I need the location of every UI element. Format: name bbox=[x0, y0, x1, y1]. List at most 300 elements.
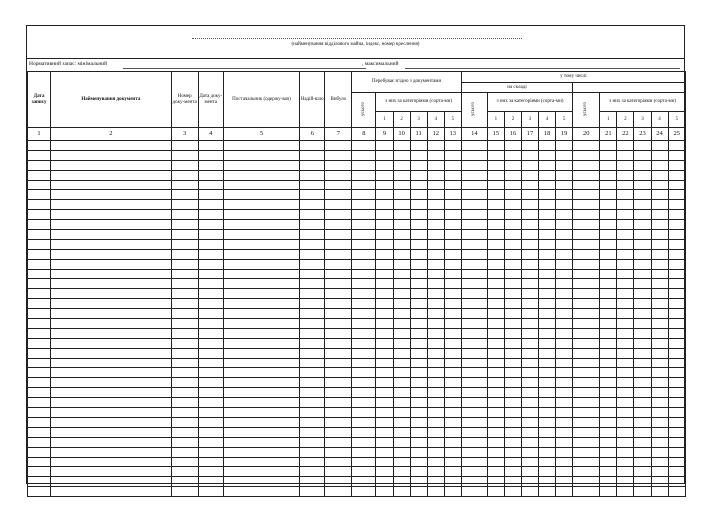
table-cell[interactable] bbox=[325, 269, 352, 279]
table-cell[interactable] bbox=[51, 338, 172, 348]
table-cell[interactable] bbox=[410, 447, 427, 457]
table-cell[interactable] bbox=[651, 259, 668, 269]
table-cell[interactable] bbox=[573, 141, 600, 151]
table-cell[interactable] bbox=[51, 408, 172, 418]
table-cell[interactable] bbox=[573, 220, 600, 230]
table-cell[interactable] bbox=[539, 358, 556, 368]
table-cell[interactable] bbox=[600, 338, 617, 348]
table-cell[interactable] bbox=[28, 230, 51, 240]
table-cell[interactable] bbox=[668, 269, 685, 279]
table-cell[interactable] bbox=[556, 269, 573, 279]
table-cell[interactable] bbox=[393, 230, 410, 240]
table-cell[interactable] bbox=[487, 447, 504, 457]
table-cell[interactable] bbox=[556, 180, 573, 190]
table-cell[interactable] bbox=[376, 269, 393, 279]
table-cell[interactable] bbox=[600, 417, 617, 427]
table-cell[interactable] bbox=[634, 427, 651, 437]
table-cell[interactable] bbox=[223, 378, 299, 388]
table-cell[interactable] bbox=[539, 348, 556, 358]
table-cell[interactable] bbox=[539, 150, 556, 160]
table-cell[interactable] bbox=[51, 141, 172, 151]
table-cell[interactable] bbox=[171, 299, 198, 309]
table-cell[interactable] bbox=[198, 328, 223, 338]
table-cell[interactable] bbox=[223, 141, 299, 151]
table-cell[interactable] bbox=[51, 388, 172, 398]
table-cell[interactable] bbox=[461, 338, 487, 348]
table-cell[interactable] bbox=[223, 319, 299, 329]
table-cell[interactable] bbox=[300, 170, 325, 180]
table-cell[interactable] bbox=[28, 487, 51, 497]
table-cell[interactable] bbox=[51, 210, 172, 220]
table-cell[interactable] bbox=[522, 487, 539, 497]
table-cell[interactable] bbox=[504, 447, 521, 457]
table-cell[interactable] bbox=[668, 249, 685, 259]
table-cell[interactable] bbox=[634, 249, 651, 259]
table-cell[interactable] bbox=[600, 299, 617, 309]
table-cell[interactable] bbox=[393, 170, 410, 180]
table-cell[interactable] bbox=[376, 170, 393, 180]
table-cell[interactable] bbox=[300, 348, 325, 358]
table-cell[interactable] bbox=[51, 398, 172, 408]
table-cell[interactable] bbox=[51, 358, 172, 368]
table-cell[interactable] bbox=[376, 388, 393, 398]
table-cell[interactable] bbox=[487, 378, 504, 388]
table-cell[interactable] bbox=[617, 170, 634, 180]
table-cell[interactable] bbox=[198, 210, 223, 220]
table-cell[interactable] bbox=[376, 417, 393, 427]
table-cell[interactable] bbox=[223, 358, 299, 368]
table-cell[interactable] bbox=[352, 299, 376, 309]
table-cell[interactable] bbox=[651, 487, 668, 497]
table-cell[interactable] bbox=[617, 417, 634, 427]
table-cell[interactable] bbox=[504, 309, 521, 319]
table-cell[interactable] bbox=[376, 289, 393, 299]
table-cell[interactable] bbox=[634, 220, 651, 230]
table-cell[interactable] bbox=[539, 190, 556, 200]
table-cell[interactable] bbox=[300, 319, 325, 329]
table-cell[interactable] bbox=[198, 180, 223, 190]
table-cell[interactable] bbox=[444, 319, 461, 329]
table-cell[interactable] bbox=[393, 309, 410, 319]
table-cell[interactable] bbox=[300, 457, 325, 467]
table-cell[interactable] bbox=[325, 170, 352, 180]
table-cell[interactable] bbox=[223, 170, 299, 180]
table-cell[interactable] bbox=[522, 427, 539, 437]
table-cell[interactable] bbox=[325, 437, 352, 447]
table-cell[interactable] bbox=[556, 150, 573, 160]
table-cell[interactable] bbox=[427, 309, 444, 319]
table-cell[interactable] bbox=[556, 220, 573, 230]
table-cell[interactable] bbox=[634, 477, 651, 487]
table-cell[interactable] bbox=[444, 309, 461, 319]
table-cell[interactable] bbox=[668, 487, 685, 497]
table-cell[interactable] bbox=[461, 299, 487, 309]
table-cell[interactable] bbox=[573, 269, 600, 279]
table-cell[interactable] bbox=[51, 180, 172, 190]
table-cell[interactable] bbox=[171, 180, 198, 190]
table-cell[interactable] bbox=[352, 200, 376, 210]
table-cell[interactable] bbox=[223, 368, 299, 378]
table-cell[interactable] bbox=[427, 477, 444, 487]
table-cell[interactable] bbox=[352, 289, 376, 299]
table-cell[interactable] bbox=[393, 190, 410, 200]
table-cell[interactable] bbox=[634, 358, 651, 368]
table-cell[interactable] bbox=[556, 328, 573, 338]
table-cell[interactable] bbox=[668, 447, 685, 457]
table-cell[interactable] bbox=[444, 210, 461, 220]
table-cell[interactable] bbox=[539, 180, 556, 190]
table-cell[interactable] bbox=[171, 447, 198, 457]
table-cell[interactable] bbox=[171, 259, 198, 269]
table-cell[interactable] bbox=[539, 447, 556, 457]
table-cell[interactable] bbox=[51, 368, 172, 378]
table-cell[interactable] bbox=[51, 249, 172, 259]
table-cell[interactable] bbox=[171, 467, 198, 477]
table-cell[interactable] bbox=[352, 220, 376, 230]
table-cell[interactable] bbox=[376, 150, 393, 160]
table-cell[interactable] bbox=[171, 220, 198, 230]
table-cell[interactable] bbox=[461, 150, 487, 160]
table-cell[interactable] bbox=[300, 309, 325, 319]
table-cell[interactable] bbox=[300, 249, 325, 259]
table-cell[interactable] bbox=[352, 477, 376, 487]
table-cell[interactable] bbox=[487, 150, 504, 160]
table-cell[interactable] bbox=[352, 437, 376, 447]
table-cell[interactable] bbox=[573, 378, 600, 388]
table-cell[interactable] bbox=[461, 368, 487, 378]
table-cell[interactable] bbox=[556, 427, 573, 437]
table-cell[interactable] bbox=[410, 279, 427, 289]
table-cell[interactable] bbox=[461, 309, 487, 319]
table-cell[interactable] bbox=[504, 220, 521, 230]
table-cell[interactable] bbox=[651, 358, 668, 368]
table-cell[interactable] bbox=[393, 487, 410, 497]
table-cell[interactable] bbox=[556, 417, 573, 427]
table-cell[interactable] bbox=[617, 269, 634, 279]
table-cell[interactable] bbox=[223, 408, 299, 418]
table-cell[interactable] bbox=[300, 358, 325, 368]
table-cell[interactable] bbox=[171, 338, 198, 348]
table-cell[interactable] bbox=[171, 348, 198, 358]
table-cell[interactable] bbox=[668, 368, 685, 378]
table-cell[interactable] bbox=[522, 141, 539, 151]
table-cell[interactable] bbox=[325, 417, 352, 427]
table-cell[interactable] bbox=[51, 417, 172, 427]
table-cell[interactable] bbox=[600, 249, 617, 259]
table-cell[interactable] bbox=[223, 487, 299, 497]
table-cell[interactable] bbox=[28, 368, 51, 378]
table-cell[interactable] bbox=[444, 239, 461, 249]
table-cell[interactable] bbox=[393, 249, 410, 259]
table-cell[interactable] bbox=[198, 220, 223, 230]
table-cell[interactable] bbox=[427, 368, 444, 378]
table-cell[interactable] bbox=[444, 279, 461, 289]
table-cell[interactable] bbox=[444, 160, 461, 170]
table-cell[interactable] bbox=[634, 190, 651, 200]
table-cell[interactable] bbox=[352, 427, 376, 437]
table-cell[interactable] bbox=[651, 249, 668, 259]
table-cell[interactable] bbox=[51, 239, 172, 249]
table-cell[interactable] bbox=[556, 358, 573, 368]
table-cell[interactable] bbox=[651, 417, 668, 427]
table-cell[interactable] bbox=[223, 467, 299, 477]
table-cell[interactable] bbox=[634, 180, 651, 190]
table-cell[interactable] bbox=[539, 230, 556, 240]
table-cell[interactable] bbox=[651, 180, 668, 190]
table-cell[interactable] bbox=[487, 239, 504, 249]
table-cell[interactable] bbox=[539, 210, 556, 220]
table-cell[interactable] bbox=[300, 417, 325, 427]
table-cell[interactable] bbox=[352, 388, 376, 398]
table-cell[interactable] bbox=[28, 249, 51, 259]
table-cell[interactable] bbox=[617, 467, 634, 477]
table-cell[interactable] bbox=[522, 190, 539, 200]
table-cell[interactable] bbox=[28, 160, 51, 170]
table-cell[interactable] bbox=[600, 239, 617, 249]
table-cell[interactable] bbox=[51, 160, 172, 170]
table-cell[interactable] bbox=[539, 427, 556, 437]
table-cell[interactable] bbox=[325, 368, 352, 378]
table-cell[interactable] bbox=[300, 210, 325, 220]
table-cell[interactable] bbox=[556, 279, 573, 289]
table-cell[interactable] bbox=[522, 368, 539, 378]
table-cell[interactable] bbox=[171, 200, 198, 210]
table-cell[interactable] bbox=[522, 279, 539, 289]
table-cell[interactable] bbox=[651, 299, 668, 309]
table-cell[interactable] bbox=[487, 259, 504, 269]
table-cell[interactable] bbox=[522, 467, 539, 477]
table-cell[interactable] bbox=[444, 487, 461, 497]
table-cell[interactable] bbox=[522, 150, 539, 160]
table-cell[interactable] bbox=[461, 190, 487, 200]
table-cell[interactable] bbox=[352, 447, 376, 457]
table-cell[interactable] bbox=[539, 259, 556, 269]
table-cell[interactable] bbox=[325, 398, 352, 408]
table-cell[interactable] bbox=[352, 230, 376, 240]
table-cell[interactable] bbox=[634, 160, 651, 170]
table-cell[interactable] bbox=[376, 338, 393, 348]
table-cell[interactable] bbox=[539, 378, 556, 388]
table-cell[interactable] bbox=[28, 309, 51, 319]
table-cell[interactable] bbox=[51, 289, 172, 299]
table-cell[interactable] bbox=[522, 477, 539, 487]
table-cell[interactable] bbox=[376, 487, 393, 497]
table-cell[interactable] bbox=[573, 249, 600, 259]
table-cell[interactable] bbox=[223, 309, 299, 319]
table-cell[interactable] bbox=[300, 239, 325, 249]
table-cell[interactable] bbox=[556, 190, 573, 200]
table-cell[interactable] bbox=[556, 160, 573, 170]
table-cell[interactable] bbox=[198, 368, 223, 378]
table-cell[interactable] bbox=[617, 299, 634, 309]
table-cell[interactable] bbox=[223, 299, 299, 309]
table-cell[interactable] bbox=[556, 398, 573, 408]
table-cell[interactable] bbox=[393, 338, 410, 348]
table-cell[interactable] bbox=[634, 299, 651, 309]
table-cell[interactable] bbox=[223, 180, 299, 190]
table-cell[interactable] bbox=[51, 259, 172, 269]
table-cell[interactable] bbox=[410, 141, 427, 151]
table-cell[interactable] bbox=[376, 477, 393, 487]
table-cell[interactable] bbox=[522, 388, 539, 398]
table-cell[interactable] bbox=[28, 190, 51, 200]
table-cell[interactable] bbox=[198, 239, 223, 249]
table-cell[interactable] bbox=[393, 150, 410, 160]
table-cell[interactable] bbox=[573, 408, 600, 418]
table-cell[interactable] bbox=[427, 150, 444, 160]
table-cell[interactable] bbox=[461, 447, 487, 457]
table-cell[interactable] bbox=[600, 378, 617, 388]
table-cell[interactable] bbox=[487, 200, 504, 210]
table-cell[interactable] bbox=[325, 388, 352, 398]
table-cell[interactable] bbox=[393, 388, 410, 398]
table-cell[interactable] bbox=[504, 348, 521, 358]
table-cell[interactable] bbox=[617, 190, 634, 200]
table-cell[interactable] bbox=[617, 200, 634, 210]
table-cell[interactable] bbox=[600, 358, 617, 368]
table-cell[interactable] bbox=[325, 200, 352, 210]
table-cell[interactable] bbox=[28, 408, 51, 418]
table-cell[interactable] bbox=[410, 338, 427, 348]
table-cell[interactable] bbox=[556, 319, 573, 329]
table-cell[interactable] bbox=[573, 487, 600, 497]
table-cell[interactable] bbox=[556, 230, 573, 240]
table-cell[interactable] bbox=[487, 279, 504, 289]
table-cell[interactable] bbox=[668, 358, 685, 368]
table-cell[interactable] bbox=[487, 417, 504, 427]
table-cell[interactable] bbox=[668, 328, 685, 338]
table-cell[interactable] bbox=[393, 269, 410, 279]
table-cell[interactable] bbox=[504, 388, 521, 398]
table-cell[interactable] bbox=[223, 477, 299, 487]
table-cell[interactable] bbox=[444, 427, 461, 437]
table-cell[interactable] bbox=[600, 467, 617, 477]
table-cell[interactable] bbox=[668, 141, 685, 151]
table-cell[interactable] bbox=[600, 200, 617, 210]
table-cell[interactable] bbox=[504, 319, 521, 329]
table-cell[interactable] bbox=[28, 338, 51, 348]
table-cell[interactable] bbox=[634, 368, 651, 378]
table-cell[interactable] bbox=[504, 170, 521, 180]
table-cell[interactable] bbox=[617, 348, 634, 358]
table-cell[interactable] bbox=[573, 417, 600, 427]
table-cell[interactable] bbox=[461, 467, 487, 477]
table-cell[interactable] bbox=[28, 279, 51, 289]
table-cell[interactable] bbox=[376, 249, 393, 259]
table-cell[interactable] bbox=[410, 170, 427, 180]
table-cell[interactable] bbox=[573, 427, 600, 437]
table-cell[interactable] bbox=[410, 457, 427, 467]
table-cell[interactable] bbox=[651, 170, 668, 180]
table-cell[interactable] bbox=[444, 417, 461, 427]
table-cell[interactable] bbox=[634, 150, 651, 160]
table-cell[interactable] bbox=[376, 427, 393, 437]
table-cell[interactable] bbox=[668, 319, 685, 329]
table-cell[interactable] bbox=[325, 150, 352, 160]
table-cell[interactable] bbox=[651, 220, 668, 230]
table-cell[interactable] bbox=[410, 477, 427, 487]
table-cell[interactable] bbox=[28, 220, 51, 230]
table-cell[interactable] bbox=[352, 309, 376, 319]
table-cell[interactable] bbox=[651, 309, 668, 319]
table-cell[interactable] bbox=[427, 259, 444, 269]
table-cell[interactable] bbox=[376, 220, 393, 230]
table-cell[interactable] bbox=[573, 239, 600, 249]
table-cell[interactable] bbox=[539, 319, 556, 329]
table-cell[interactable] bbox=[198, 170, 223, 180]
table-cell[interactable] bbox=[504, 239, 521, 249]
table-cell[interactable] bbox=[539, 417, 556, 427]
table-cell[interactable] bbox=[634, 447, 651, 457]
table-cell[interactable] bbox=[28, 239, 51, 249]
table-cell[interactable] bbox=[600, 150, 617, 160]
table-cell[interactable] bbox=[171, 487, 198, 497]
table-cell[interactable] bbox=[539, 398, 556, 408]
table-cell[interactable] bbox=[504, 279, 521, 289]
table-cell[interactable] bbox=[171, 289, 198, 299]
table-cell[interactable] bbox=[487, 269, 504, 279]
table-cell[interactable] bbox=[352, 398, 376, 408]
table-cell[interactable] bbox=[393, 467, 410, 477]
table-cell[interactable] bbox=[300, 338, 325, 348]
table-cell[interactable] bbox=[171, 477, 198, 487]
table-cell[interactable] bbox=[410, 200, 427, 210]
table-cell[interactable] bbox=[51, 467, 172, 477]
table-cell[interactable] bbox=[634, 378, 651, 388]
table-cell[interactable] bbox=[461, 249, 487, 259]
table-cell[interactable] bbox=[198, 437, 223, 447]
table-cell[interactable] bbox=[171, 230, 198, 240]
table-cell[interactable] bbox=[487, 319, 504, 329]
table-cell[interactable] bbox=[28, 259, 51, 269]
table-cell[interactable] bbox=[352, 348, 376, 358]
table-cell[interactable] bbox=[556, 408, 573, 418]
table-cell[interactable] bbox=[427, 279, 444, 289]
table-cell[interactable] bbox=[634, 457, 651, 467]
table-cell[interactable] bbox=[444, 170, 461, 180]
table-cell[interactable] bbox=[556, 200, 573, 210]
table-cell[interactable] bbox=[444, 249, 461, 259]
table-cell[interactable] bbox=[325, 427, 352, 437]
item-name-line[interactable] bbox=[192, 38, 522, 39]
table-cell[interactable] bbox=[393, 279, 410, 289]
table-cell[interactable] bbox=[668, 259, 685, 269]
table-cell[interactable] bbox=[376, 319, 393, 329]
table-cell[interactable] bbox=[352, 239, 376, 249]
table-cell[interactable] bbox=[28, 358, 51, 368]
table-cell[interactable] bbox=[504, 378, 521, 388]
table-cell[interactable] bbox=[617, 180, 634, 190]
table-cell[interactable] bbox=[573, 170, 600, 180]
table-cell[interactable] bbox=[444, 220, 461, 230]
table-cell[interactable] bbox=[617, 427, 634, 437]
table-cell[interactable] bbox=[539, 477, 556, 487]
table-cell[interactable] bbox=[300, 437, 325, 447]
table-cell[interactable] bbox=[651, 368, 668, 378]
table-cell[interactable] bbox=[573, 279, 600, 289]
table-cell[interactable] bbox=[427, 408, 444, 418]
table-cell[interactable] bbox=[461, 210, 487, 220]
table-cell[interactable] bbox=[539, 388, 556, 398]
table-cell[interactable] bbox=[617, 368, 634, 378]
table-cell[interactable] bbox=[668, 477, 685, 487]
table-cell[interactable] bbox=[634, 230, 651, 240]
table-cell[interactable] bbox=[198, 348, 223, 358]
table-cell[interactable] bbox=[573, 388, 600, 398]
table-cell[interactable] bbox=[556, 309, 573, 319]
table-cell[interactable] bbox=[651, 408, 668, 418]
table-cell[interactable] bbox=[668, 230, 685, 240]
